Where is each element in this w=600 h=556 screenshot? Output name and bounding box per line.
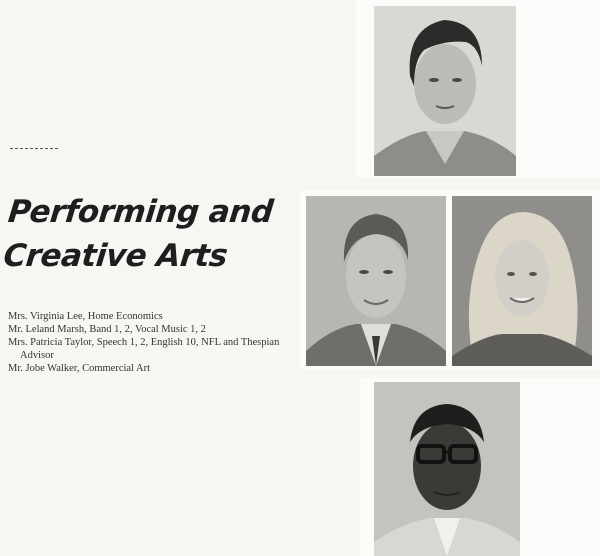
- staff-list: [8, 310, 298, 375]
- portrait-virginia-lee: [374, 6, 516, 176]
- staff-entry: Mr. Leland Marsh, Band 1, 2, Vocal Music 1, 2: [8, 324, 206, 335]
- portrait-woman-dark-hair-icon: [374, 6, 516, 176]
- portrait-patricia-taylor: [452, 196, 592, 366]
- portrait-man-glasses-icon: [374, 382, 520, 556]
- section-title: [1, 190, 275, 278]
- portrait-woman-blonde-icon: [452, 196, 592, 366]
- staff-entry-continued: Advisor: [20, 350, 54, 361]
- decorative-dash: [10, 148, 58, 150]
- portrait-jobe-walker: [374, 382, 520, 556]
- section-title-line1: Performing and: [6, 194, 275, 230]
- portrait-man-suit-icon: [306, 196, 446, 366]
- staff-entry: Mrs. Virginia Lee, Home Economics: [8, 311, 163, 322]
- section-title-line2: Creative Arts: [1, 238, 230, 274]
- staff-entry: Mrs. Patricia Taylor, Speech 1, 2, English 10, NFL and Thespian: [8, 337, 280, 348]
- staff-entry: Mr. Jobe Walker, Commercial Art: [8, 363, 151, 374]
- portrait-leland-marsh: [306, 196, 446, 366]
